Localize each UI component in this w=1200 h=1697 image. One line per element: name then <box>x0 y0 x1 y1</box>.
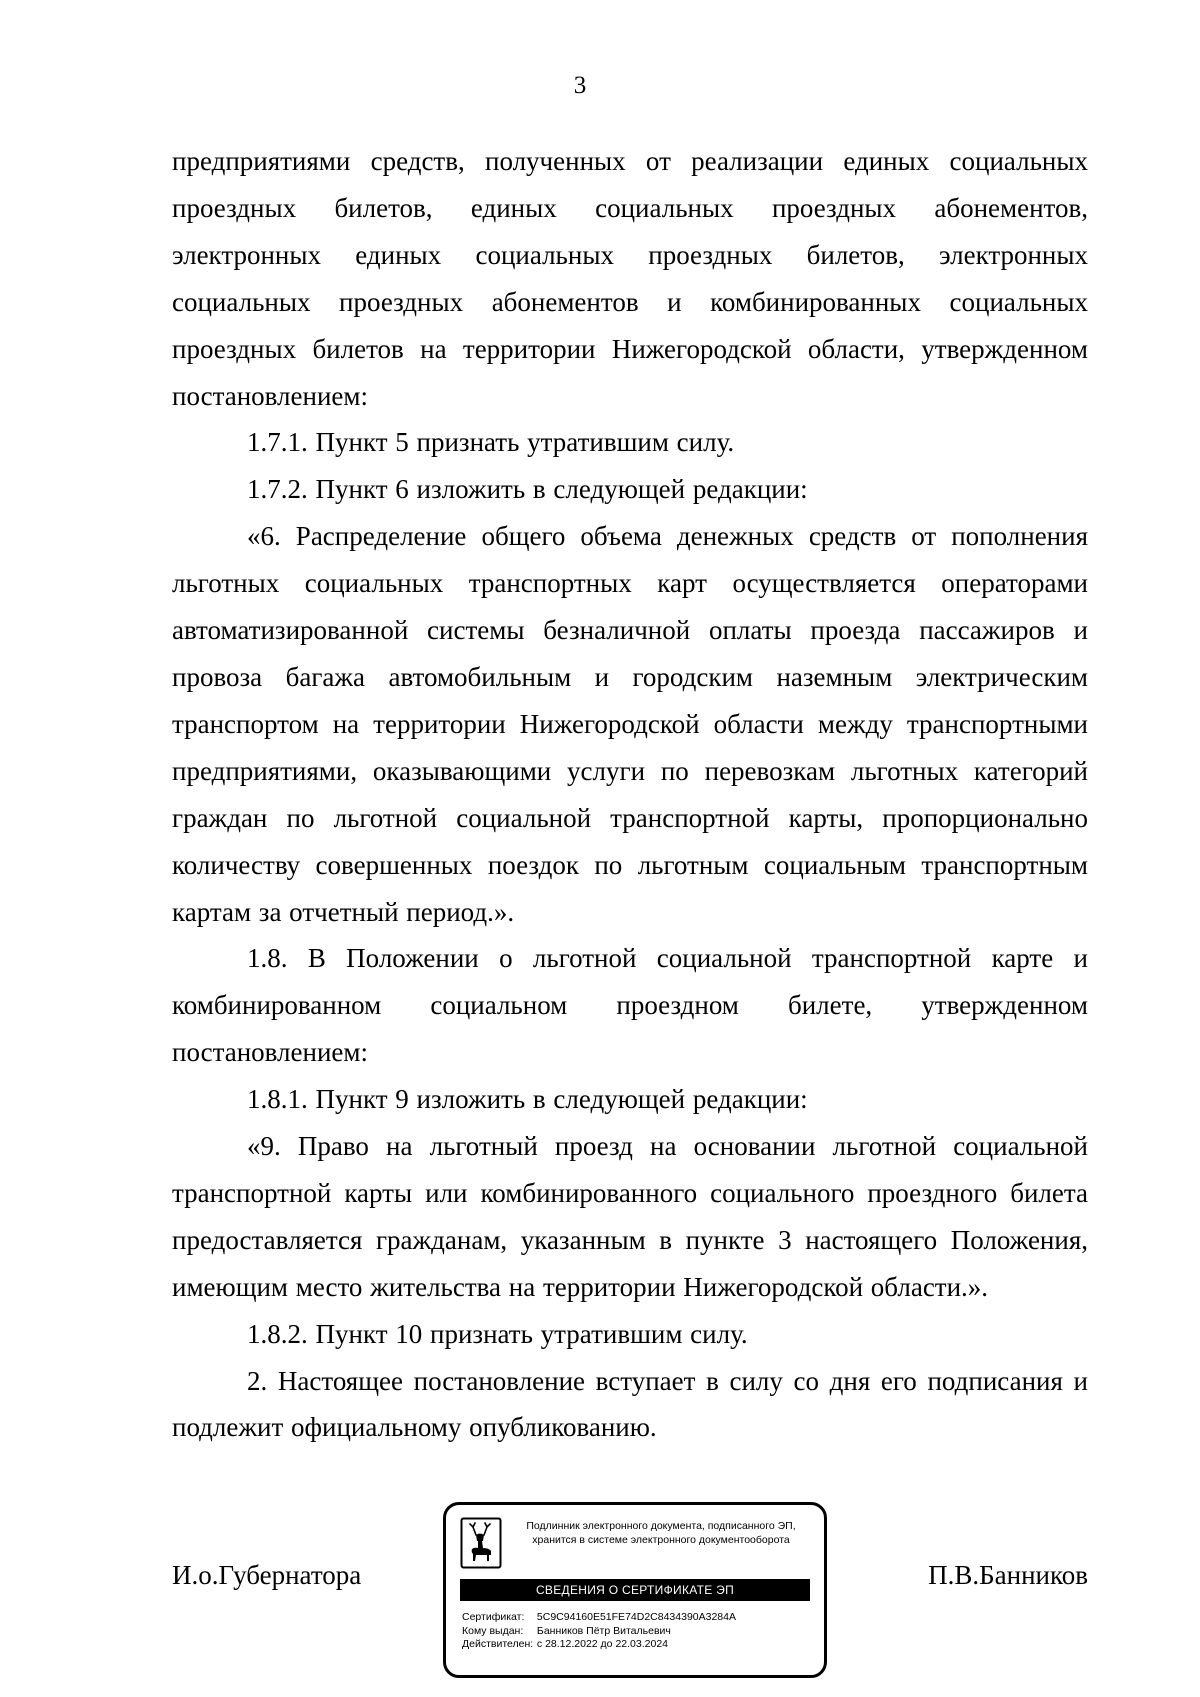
certificate-details <box>462 1611 812 1652</box>
stamp-header-line-2: хранится в системе электронного документооборота <box>532 1534 790 1546</box>
valid-row <box>462 1638 812 1652</box>
signatory-name: П.В.Банников <box>928 1560 1088 1590</box>
certificate-label: Сертификат: <box>462 1611 525 1623</box>
paragraph-8: 2. Настоящее постановление вступает в силу со дня его подписания и подлежит официальному опубликованию. <box>172 1365 1088 1443</box>
issued-to-label: Кому выдан: <box>462 1624 524 1637</box>
paragraph-2: 1.7.2. Пункт 6 изложить в следующей редакции: <box>247 474 808 505</box>
nizhny-novgorod-deer-emblem-icon <box>460 1517 502 1569</box>
paragraph-4: 1.8. В Положении о льготной социальной транспортной карте и комбинированном социальном проездном билете, утвержденном постановлением: <box>172 943 1088 1068</box>
paragraph-0: предприятиями средств, полученных от реализации единых социальных проездных билетов, единых социальных проездных абонементов, электронных единых социальных проездных билетов, электронных социальных проездных абонементов и комбинированных социальных проездных билетов на территории Нижегородской области, утвержденном постановлением: <box>172 146 1088 411</box>
document-body <box>172 138 1088 1451</box>
paragraph-5: 1.8.1. Пункт 9 изложить в следующей редакции: <box>247 1084 808 1115</box>
electronic-signature-stamp <box>443 1502 827 1678</box>
issued-to-row <box>462 1625 812 1639</box>
paragraph-3: «6. Распределение общего объема денежных средств от пополнения льготных социальных транспортных карт осуществляется операторами автоматизированной системы безналичной оплаты проезда пассажиров и провоза багажа автомобильным и городским наземным электрическим транспортом на территории Нижегородской области между транспортными предприятиями, оказывающими услуги по перевозкам льготных категорий граждан по льготной социальной транспортной карты, пропорционально количеству совершенных поездок по льготным социальным транспортным картам за отчетный период.». <box>172 521 1088 927</box>
page-number: 3 <box>573 72 587 99</box>
paragraph-1: 1.7.1. Пункт 5 признать утратившим силу. <box>247 427 735 458</box>
stamp-header-line-1: Подлинник электронного документа, подписанного ЭП, <box>526 1520 796 1532</box>
signatory-position: И.о.Губернатора <box>172 1560 362 1590</box>
issued-to-value: Банников Пётр Витальевич <box>536 1624 671 1637</box>
certificate-info-title: СВЕДЕНИЯ О СЕРТИФИКАТЕ ЭП <box>460 1579 810 1601</box>
paragraph-7: 1.8.2. Пункт 10 признать утратившим силу. <box>247 1318 748 1349</box>
certificate-row <box>462 1611 812 1625</box>
valid-value: с 28.12.2022 до 22.03.2024 <box>536 1638 668 1650</box>
paragraph-6: «9. Право на льготный проезд на основании льготной социальной транспортной карты или комбинированного социального проездного билета предоставляется гражданам, указанным в пункте 3 настоящего Положения, имеющим место жительства на территории Нижегородской области.». <box>172 1131 1088 1302</box>
valid-label: Действителен: <box>462 1638 534 1650</box>
stamp-header <box>502 1519 820 1547</box>
certificate-value: 5C9C94160E51FE74D2C8434390A3284A <box>536 1611 736 1623</box>
